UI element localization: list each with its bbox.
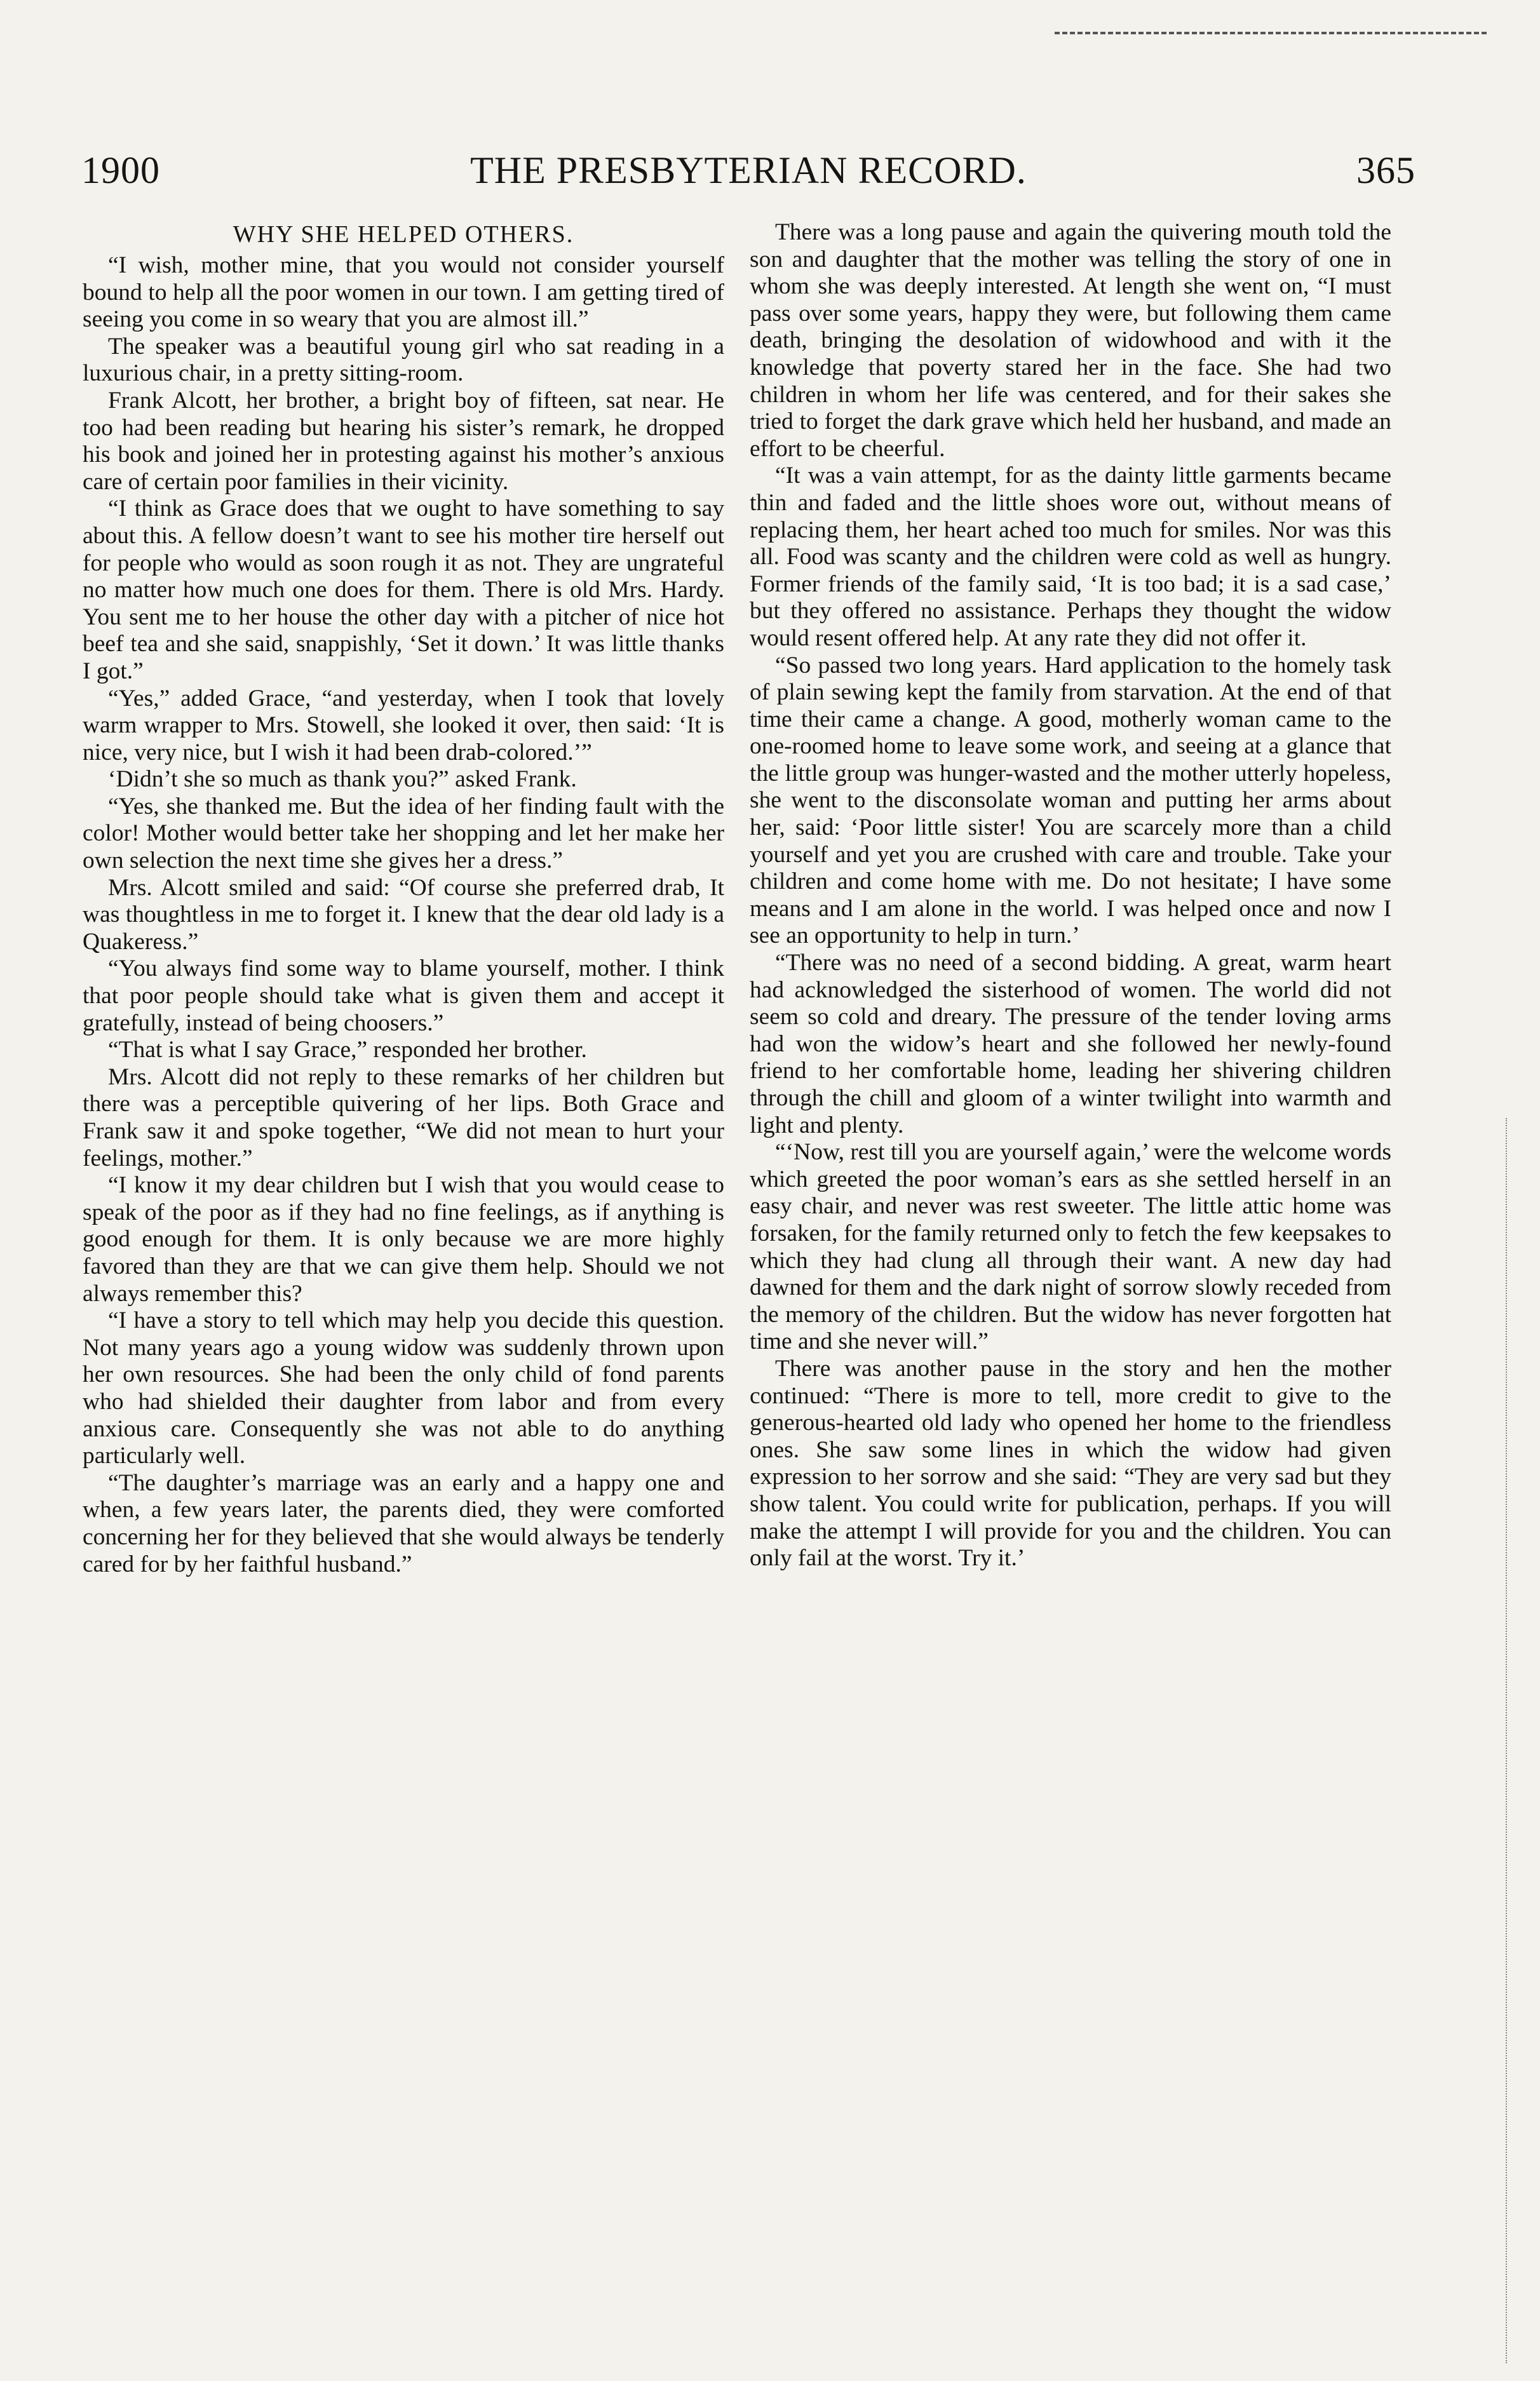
paragraph: ‘Didn’t she so much as thank you?” asked Frank. bbox=[108, 766, 577, 793]
top-rule bbox=[1055, 32, 1487, 34]
paragraph: “I wish, mother mine, that you would not consider yourself bound to help all the poor women in our town. I am getting tired of seeing you come in so weary that you are almost ill.” bbox=[83, 252, 724, 333]
paragraph: “So passed two long years. Hard application to the homely task of plain sewing kept the family from starvation. At the end of that time their came a change. A good, motherly woman came to the one-roomed home to leave some work, and seeing at a glance that the little group was hunger-wasted and the mother utterly hopeless, she went to the disconsolate woman and putting her arms about her, said: ‘Poor little sister! You are scarcely more than a child yourself and yet you are crushed with care and trouble. Take your children and come home with me. Do not hesitate; I have some means and I am alone in the world. I was helped once and now I see an opportunity to help in turn.’ bbox=[750, 652, 1391, 949]
paragraph: “The daughter’s marriage was an early and a happy one and when, a few years later, the parents died, they were comforted concerning her for they believed that she would always be tenderly cared for by her faithful husband.” bbox=[83, 1469, 724, 1577]
left-column-body bbox=[83, 252, 724, 1578]
paragraph: The speaker was a beautiful young girl who sat reading in a luxurious chair, in a pretty sitting-room. bbox=[83, 333, 724, 387]
header-year: 1900 bbox=[81, 149, 160, 191]
left-column bbox=[83, 219, 724, 2373]
header-title: THE PRESBYTERIAN RECORD. bbox=[470, 149, 1027, 191]
page-header bbox=[81, 145, 1415, 202]
right-column bbox=[750, 219, 1391, 2373]
paragraph: There was another pause in the story and hen the mother continued: “There is more to tell, more credit to give to the generous-hearted old lady who opened her home to the friendless ones. She saw some lines in which the widow had given expression to her sorrow and she said: “They are very sad but they show talent. You could write for publication, perhaps. If you will make the attempt I will provide for you and the children. You can only fail at the worst. Try it.’ bbox=[750, 1355, 1391, 1572]
paragraph: “I have a story to tell which may help you decide this question. Not many years ago a young widow was suddenly thrown upon her own resources. She had been the only child of fond parents who had shielded their daughter from labor and from every anxious care. Consequently she was not able to do anything particularly well. bbox=[83, 1307, 724, 1469]
paragraph: Mrs. Alcott did not reply to these remarks of her children but there was a perceptible quivering of her lips. Both Grace and Frank saw it and spoke together, “We did not mean to hurt your feelings, mother.” bbox=[83, 1063, 724, 1171]
right-column-body bbox=[750, 219, 1391, 1572]
article-title: WHY SHE HELPED OTHERS. bbox=[233, 221, 574, 248]
paragraph: “It was a vain attempt, for as the dainty little garments became thin and faded and the little shoes wore out, without means of replacing them, her heart ached too much for smiles. Nor was this all. Food was scanty and the children were cold as well as hungry. Former friends of the family said, ‘It is too bad; it is a sad case,’ but they offered no assistance. Perhaps they thought the widow would resent offered help. At any rate they did not offer it. bbox=[750, 462, 1391, 651]
paragraph: “That is what I say Grace,” responded her brother. bbox=[108, 1037, 587, 1063]
paragraph: Frank Alcott, her brother, a bright boy of fifteen, sat near. He too had been reading but hearing his sister’s remark, he dropped his book and joined her in protesting against his mother’s anxious care of certain poor families in their vicinity. bbox=[83, 387, 724, 495]
paragraph: “There was no need of a second bidding. A great, warm heart had acknowledged the sisterhood of women. The world did not seem so cold and dreary. The pressure of the tender loving arms had won the widow’s heart and she followed her newly-found friend to her comfortable home, leading her shivering children through the chill and gloom of a winter twilight into warmth and light and plenty. bbox=[750, 950, 1391, 1138]
paragraph: “Yes, she thanked me. But the idea of her finding fault with the color! Mother would better take her shopping and let her make her own selection the next time she gives her a dress.” bbox=[83, 793, 724, 874]
paragraph: Mrs. Alcott smiled and said: “Of course she preferred drab, It was thoughtless in me to forget it. I knew that the dear old lady is a Quakeress.” bbox=[83, 874, 724, 955]
paragraph: “You always find some way to blame yourself, mother. I think that poor people should take what is given them and accept it gratefully, instead of being choosers.” bbox=[83, 955, 724, 1036]
paragraph: “Yes,” added Grace, “and yesterday, when I took that lovely warm wrapper to Mrs. Stowell, she looked it over, then said: ‘It is nice, very nice, but I wish it had been drab-colored.’” bbox=[83, 685, 724, 766]
page-edge-marks bbox=[1506, 1118, 1520, 2363]
paragraph: “I know it my dear children but I wish that you would cease to speak of the poor as if they had no fine feelings, as if anything is good enough for them. It is only because we are more highly favored than they are that we can give them help. Should we not always remember this? bbox=[83, 1172, 724, 1307]
paragraph: There was a long pause and again the quivering mouth told the son and daughter that the mother was telling the story of one in whom she was deeply interested. At length she went on, “I must pass over some years, happy they were, but following them came death, bringing the desolation of widowhood and with it the knowledge that poverty stared her in the face. She had two children in whom her life was centered, and for their sakes she tried to forget the dark grave which held her husband, and made an effort to be cheerful. bbox=[750, 219, 1391, 462]
paragraph: “I think as Grace does that we ought to have something to say about this. A fellow doesn’t want to see his mother tire herself out for people who would as soon rough it as not. They are ungrateful no matter how much one does for them. There is old Mrs. Hardy. You sent me to her house the other day with a pitcher of nice hot beef tea and she said, snappishly, ‘Set it down.’ It was little thanks I got.” bbox=[83, 496, 724, 684]
header-page-number: 365 bbox=[1356, 149, 1415, 191]
paragraph: “‘Now, rest till you are yourself again,’ were the welcome words which greeted the poor woman’s ears as she settled herself in an easy chair, and never was rest sweeter. The little attic home was forsaken, for the family returned only to fetch the few keepsakes to which they had clung all through their want. A new day had dawned for them and the dark night of sorrow slowly receded from the memory of the children. But the widow has never forgotten hat time and she never will.” bbox=[750, 1139, 1391, 1355]
